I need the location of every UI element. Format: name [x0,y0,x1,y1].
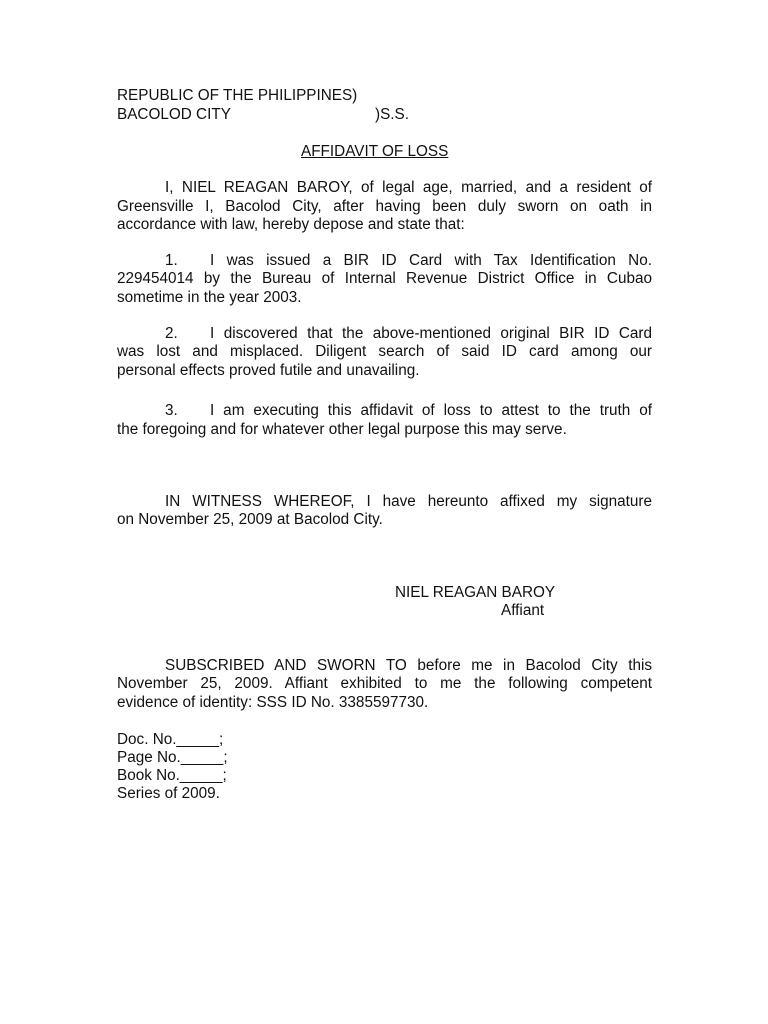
affiant-name: NIEL REAGAN BAROY [395,584,556,601]
item-3-number: 3. [165,402,178,419]
affiant-role: Affiant [501,602,545,619]
venue-city: BACOLOD CITY [117,106,231,123]
item-1-line-3: sometime in the year 2003. [117,289,302,306]
book-number: Book No._____; [117,767,227,784]
item-1-line-2: 229454014 by the Bureau of Internal Revenue District Office in Cubao [117,270,652,287]
item-3-line-2: the foregoing and for whatever other legal purpose this may serve. [117,421,567,438]
intro-line-1: I, NIEL REAGAN BAROY, of legal age, married, and a resident of [165,179,652,196]
witness-line-2: on November 25, 2009 at Bacolod City. [117,511,383,528]
intro-line-2: Greensville I, Bacolod City, after having been duly sworn on oath in [117,198,652,215]
item-1-number: 1. [165,252,178,269]
venue-ss: )S.S. [375,106,409,123]
document-title: AFFIDAVIT OF LOSS [301,143,449,160]
jurat-line-2: November 25, 2009. Affiant exhibited to me the following competent [117,675,652,692]
item-2-line-3: personal effects proved futile and unavailing. [117,362,420,379]
series-year: Series of 2009. [117,785,220,802]
jurat-line-3: evidence of identity: SSS ID No. 3385597730. [117,694,429,711]
item-1-line-1: I was issued a BIR ID Card with Tax Identification No. [210,252,652,269]
doc-number: Doc. No._____; [117,731,224,748]
item-2-number: 2. [165,325,178,342]
intro-line-3: accordance with law, hereby depose and state that: [117,216,465,233]
item-3-line-1: I am executing this affidavit of loss to attest to the truth of [210,402,652,419]
page-number: Page No._____; [117,749,228,766]
item-2-line-2: was lost and misplaced. Diligent search of said ID card among our [117,343,652,360]
witness-line-1: IN WITNESS WHEREOF, I have hereunto affixed my signature [165,493,652,510]
item-2-line-1: I discovered that the above-mentioned original BIR ID Card [210,325,652,342]
jurat-line-1: SUBSCRIBED AND SWORN TO before me in Bacolod City this [165,657,652,674]
venue-republic: REPUBLIC OF THE PHILIPPINES) [117,87,358,104]
